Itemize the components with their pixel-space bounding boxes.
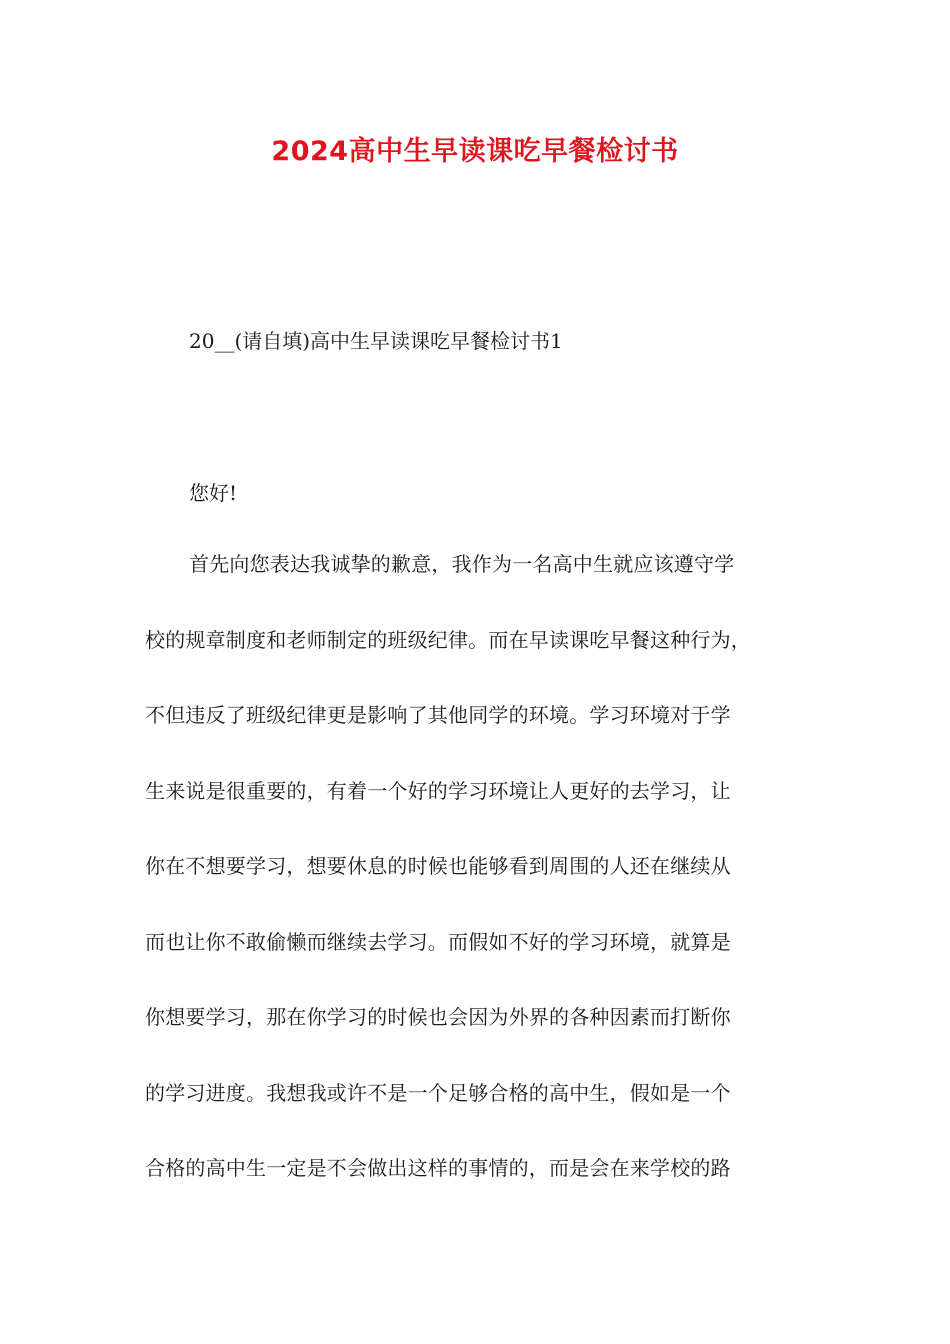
body-line: 你想要学习，那在你学习的时候也会因为外界的各种因素而打断你 — [145, 1005, 731, 1029]
body-line: 校的规章制度和老师制定的班级纪律。而在早读课吃早餐这种行为， — [145, 627, 751, 652]
body-paragraph — [145, 549, 825, 1229]
document-title: 2024高中生早读课吃早餐检讨书 — [271, 136, 679, 167]
document-subtitle: 20__(请自填)高中生早读课吃早餐检讨书1 — [189, 329, 563, 353]
body-line: 你在不想要学习，想要休息的时候也能够看到周围的人还在继续从 — [145, 854, 731, 878]
greeting-line: 您好! — [189, 481, 238, 505]
body-line: 的学习进度。我想我或许不是一个足够合格的高中生，假如是一个 — [145, 1080, 731, 1105]
body-line: 首先向您表达我诚挚的歉意，我作为一名高中生就应该遵守学 — [189, 552, 735, 576]
body-line: 生来说是很重要的，有着一个好的学习环境让人更好的去学习，让 — [145, 778, 731, 803]
body-line: 而也让你不敢偷懒而继续去学习。而假如不好的学习环境，就算是 — [145, 929, 731, 954]
body-line: 合格的高中生一定是不会做出这样的事情的，而是会在来学校的路 — [145, 1156, 731, 1180]
body-line: 不但违反了班级纪律更是影响了其他同学的环境。学习环境对于学 — [145, 703, 731, 727]
